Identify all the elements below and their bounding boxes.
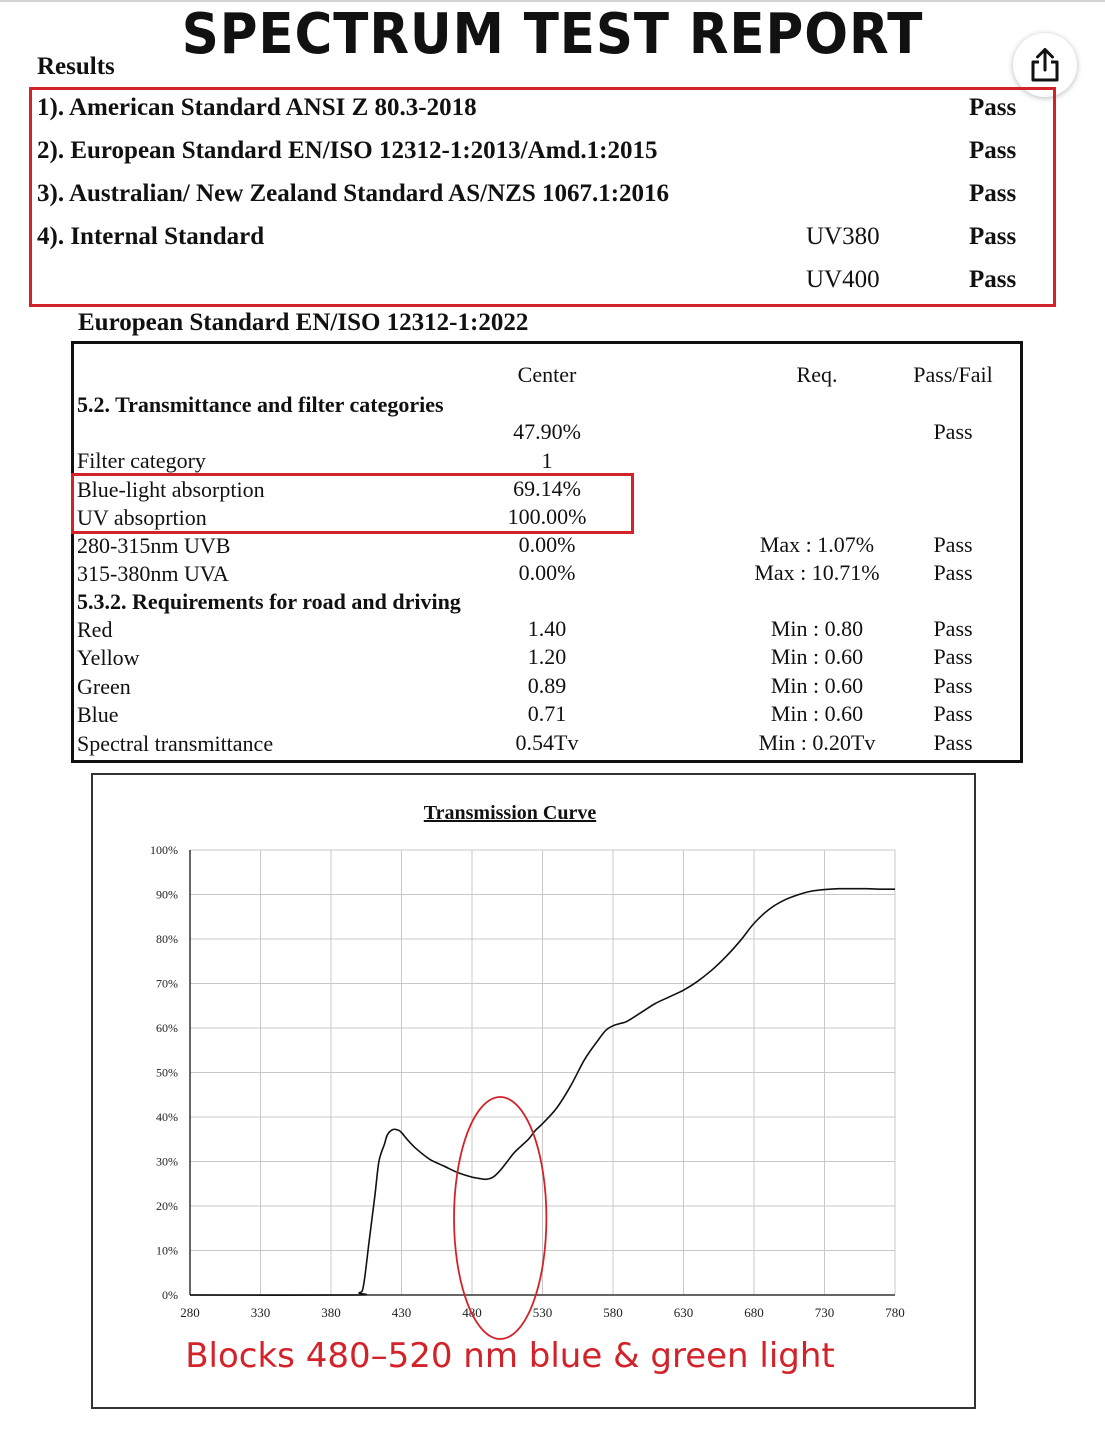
table-row-center: 1 [541,448,553,473]
column-header-req: Req. [796,362,838,387]
table-row-req: Min : 0.20Tv [758,730,876,755]
table-row-label: Spectral transmittance [77,731,274,756]
x-tick-label: 430 [391,1305,412,1320]
y-tick-label: 20% [156,1199,178,1213]
result-row-5-status: Pass [969,266,1017,293]
table-row-center: 0.00% [518,560,576,585]
y-tick-label: 100% [150,843,178,857]
table-row-center: 69.14% [513,476,581,501]
results-label: Results [37,53,115,80]
table-row-passfail: Pass [933,644,973,669]
table-row-passfail: Pass [933,532,973,557]
result-row-3-status: Pass [969,180,1017,207]
table-row-label: Blue [77,702,119,727]
table-row-req: Min : 0.60 [770,701,864,726]
table-row-label: Blue-light absorption [77,477,265,502]
table-row-req: Min : 0.60 [770,644,864,669]
table-row-label: UV absoprtion [77,505,207,530]
result-row-2-status: Pass [969,137,1017,164]
column-header-passfail: Pass/Fail [913,362,993,387]
y-tick-label: 50% [156,1065,178,1080]
table-row-label: Filter category [77,448,206,473]
table-row-center: 100.00% [507,504,587,529]
table-row-passfail: Pass [933,560,973,585]
x-tick-label: 280 [180,1305,200,1320]
section-heading-road-driving: 5.3.2. Requirements for road and driving [77,589,461,614]
y-tick-label: 0% [162,1288,178,1302]
y-tick-label: 40% [156,1110,178,1124]
table-row-label: 315-380nm UVA [77,561,229,586]
eu-standard-heading: European Standard EN/ISO 12312-1:2022 [78,309,529,336]
table-row-passfail: Pass [933,730,973,755]
result-row-3-label: 3). Australian/ New Zealand Standard AS/NZS 1067.1:2016 [37,180,670,207]
transmittance-passfail: Pass [933,419,973,444]
y-tick-label: 70% [156,976,178,991]
y-tick-label: 30% [156,1154,178,1169]
result-row-5-sub: UV400 [806,266,880,293]
page-bottom [0,1410,1105,1447]
table-row-label: 280-315nm UVB [77,533,231,558]
result-row-4-status: Pass [969,223,1017,250]
table-row-center: 0.71 [527,701,567,726]
table-row-req: Max : 10.71% [754,560,880,585]
table-row-req: Max : 1.07% [759,532,875,557]
x-tick-label: 480 [462,1305,482,1320]
x-tick-label: 730 [814,1305,835,1320]
result-row-4-label: 4). Internal Standard [37,223,265,250]
y-tick-label: 90% [156,887,178,902]
column-header-center: Center [517,362,577,387]
x-tick-label: 580 [603,1305,623,1320]
table-row-center: 1.40 [527,616,567,641]
table-row-passfail: Pass [933,701,973,726]
table-row-label: Yellow [77,645,140,670]
table-row-center: 0.54Tv [515,730,579,755]
transmittance-center-value: 47.90% [513,419,581,444]
caption: Blocks 480–520 nm blue & green light [185,1336,835,1376]
table-row-req: Min : 0.80 [770,616,864,641]
page-title: SPECTRUM TEST REPORT [181,2,924,67]
table-row-label: Green [77,674,131,699]
table-row-req: Min : 0.60 [770,673,864,698]
x-tick-label: 330 [250,1305,271,1320]
table-row-passfail: Pass [933,673,973,698]
table-row-center: 0.00% [518,532,576,557]
x-tick-label: 680 [744,1305,764,1320]
result-row-4-sub: UV380 [806,223,880,250]
table-row-label: Red [77,617,113,642]
result-row-1-status: Pass [969,94,1017,121]
result-row-1-label: 1). American Standard ANSI Z 80.3-2018 [37,94,477,121]
table-row-center: 1.20 [527,644,567,669]
y-tick-label: 60% [156,1021,178,1035]
table-row-passfail: Pass [933,616,973,641]
y-tick-label: 10% [156,1243,178,1258]
section-heading-transmittance: 5.2. Transmittance and filter categories [77,392,444,417]
x-tick-label: 780 [885,1305,905,1320]
x-tick-label: 380 [321,1305,341,1320]
x-tick-label: 630 [673,1305,694,1320]
x-tick-label: 530 [532,1305,553,1320]
chart-title: Transmission Curve [423,802,597,824]
y-tick-label: 80% [156,932,178,946]
table-row-center: 0.89 [527,673,567,698]
result-row-2-label: 2). European Standard EN/ISO 12312-1:2013/Amd.1:2015 [37,137,658,164]
